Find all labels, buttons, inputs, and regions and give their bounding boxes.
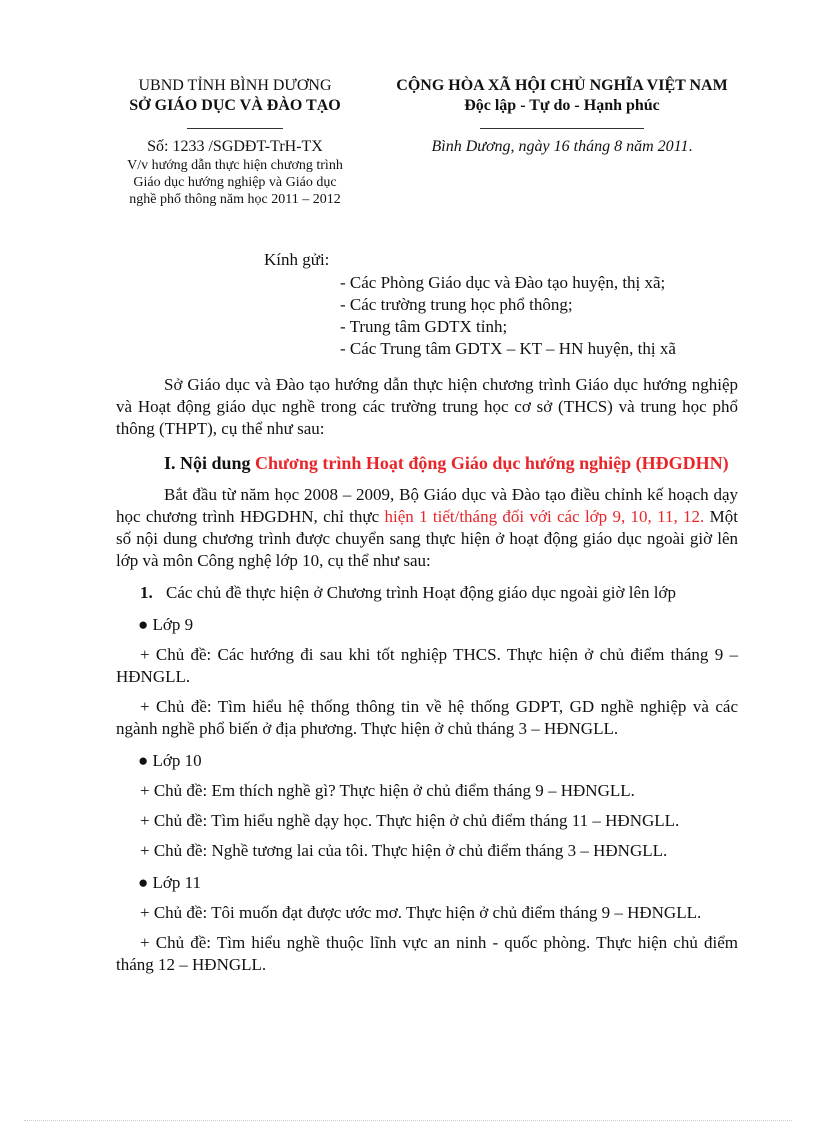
topic-line: + Chủ đề: Nghề tương lai của tôi. Thực hiện ở chủ điểm tháng 3 – HĐNGLL. [140, 841, 668, 860]
topic-line: + Chủ đề: Tìm hiểu nghề dạy học. Thực hiện ở chủ điểm tháng 11 – HĐNGLL. [140, 811, 680, 830]
issue-date-period: . [688, 138, 693, 155]
section-heading-prefix: I. Nội dung [164, 453, 256, 473]
header-left-rule [187, 128, 283, 129]
subject-line-2: Giáo dục hướng nghiệp và Giáo dục [133, 175, 337, 190]
recipient-item: - Các trường trung học phổ thông; [340, 295, 573, 314]
issue-date-text: Bình Dương, ngày 16 tháng 8 năm 2011 [431, 138, 689, 155]
section-heading-title: Chương trình Hoạt động Giáo dục hướng nghiệp (HĐGDHN) [255, 453, 729, 473]
grade-label: Lớp 9 [152, 615, 194, 634]
country-name: CỘNG HÒA XÃ HỘI CHỦ NGHĨA VIỆT NAM [396, 77, 728, 94]
program-paragraph-c: Một số nội dung chương trình được chuyển sang thực hiện ở hoạt động giáo dục ngoài giờ lên lớp và môn Công nghệ lớp 10, cụ thể như sau: [116, 507, 738, 570]
item-number: 1. [140, 583, 153, 602]
numbered-item-1 [116, 582, 738, 604]
header-right [372, 76, 752, 157]
national-motto: Độc lập - Tự do - Hạnh phúc [464, 97, 660, 114]
recipient-item: - Trung tâm GDTX tỉnh; [340, 317, 508, 336]
topic-line: + Chủ đề: Em thích nghề gì? Thực hiện ở chủ điểm tháng 9 – HĐNGLL. [140, 781, 635, 800]
subject-line-1: V/v hướng dẫn thực hiện chương trình [127, 158, 343, 173]
subject-line-3: nghề phổ thông năm học 2011 – 2012 [129, 192, 341, 207]
recipient-item: - Các Phòng Giáo dục và Đào tạo huyện, thị xã; [340, 273, 666, 292]
recipients-list [340, 272, 676, 360]
program-paragraph-highlight: hiện 1 tiết/tháng đối với các lớp 9, 10, 11, 12. [384, 507, 705, 526]
topic-line: + Chủ đề: Tôi muốn đạt được ước mơ. Thực hiện ở chủ điểm tháng 9 – HĐNGLL. [140, 903, 702, 922]
grade-heading [116, 750, 738, 772]
topic-line: + Chủ đề: Tìm hiểu hệ thống thông tin về hệ thống GDPT, GD nghề nghiệp và các ngành nghề phổ biến ở địa phương. Thực hiện ở chủ tháng 3 – HĐNGLL. [116, 697, 738, 738]
intro-paragraph: Sở Giáo dục và Đào tạo hướng dẫn thực hiện chương trình Giáo dục hướng nghiệp và Hoạt động giáo dục nghề trong các trường trung học cơ sở (THCS) và trung học phổ thông (THPT), cụ thể như sau: [116, 375, 738, 438]
recipient-item: - Các Trung tâm GDTX – KT – HN huyện, thị xã [340, 339, 676, 358]
bullet-icon: ● [138, 751, 149, 770]
bullet-icon: ● [138, 615, 149, 634]
department-name: SỞ GIÁO DỤC VÀ ĐÀO TẠO [129, 97, 341, 114]
program-paragraph-a: Bắt đầu từ năm học 2008 – 2009, Bộ Giáo dục và Đào tạo điều chỉnh kế hoạch dạy học chương trình HĐGDHN, chỉ thực [116, 485, 738, 526]
grade-label: Lớp 11 [152, 873, 202, 892]
program-paragraph [116, 484, 738, 572]
header-left [100, 76, 370, 208]
document-body [116, 374, 738, 976]
grade-heading [116, 872, 738, 894]
grade-label: Lớp 10 [152, 751, 202, 770]
header-right-rule [480, 128, 644, 129]
grade-heading [116, 614, 738, 636]
topic-line: + Chủ đề: Tìm hiểu nghề thuộc lĩnh vực an ninh - quốc phòng. Thực hiện chủ điểm tháng 12 – HĐNGLL. [116, 933, 738, 974]
page-bottom-divider [24, 1120, 792, 1121]
bullet-icon: ● [138, 873, 149, 892]
authority-name: UBND TỈNH BÌNH DƯƠNG [138, 77, 332, 94]
section-heading [116, 452, 738, 474]
issue-date [372, 137, 752, 157]
document-number: Số: 1233 /SGDĐT-TrH-TX [147, 138, 323, 155]
recipients-label: Kính gửi: [264, 250, 330, 269]
item-text: Các chủ đề thực hiện ở Chương trình Hoạt động giáo dục ngoài giờ lên lớp [166, 583, 676, 602]
topic-line: + Chủ đề: Các hướng đi sau khi tốt nghiệp THCS. Thực hiện ở chủ điểm tháng 9 – HĐNGLL. [116, 645, 738, 686]
